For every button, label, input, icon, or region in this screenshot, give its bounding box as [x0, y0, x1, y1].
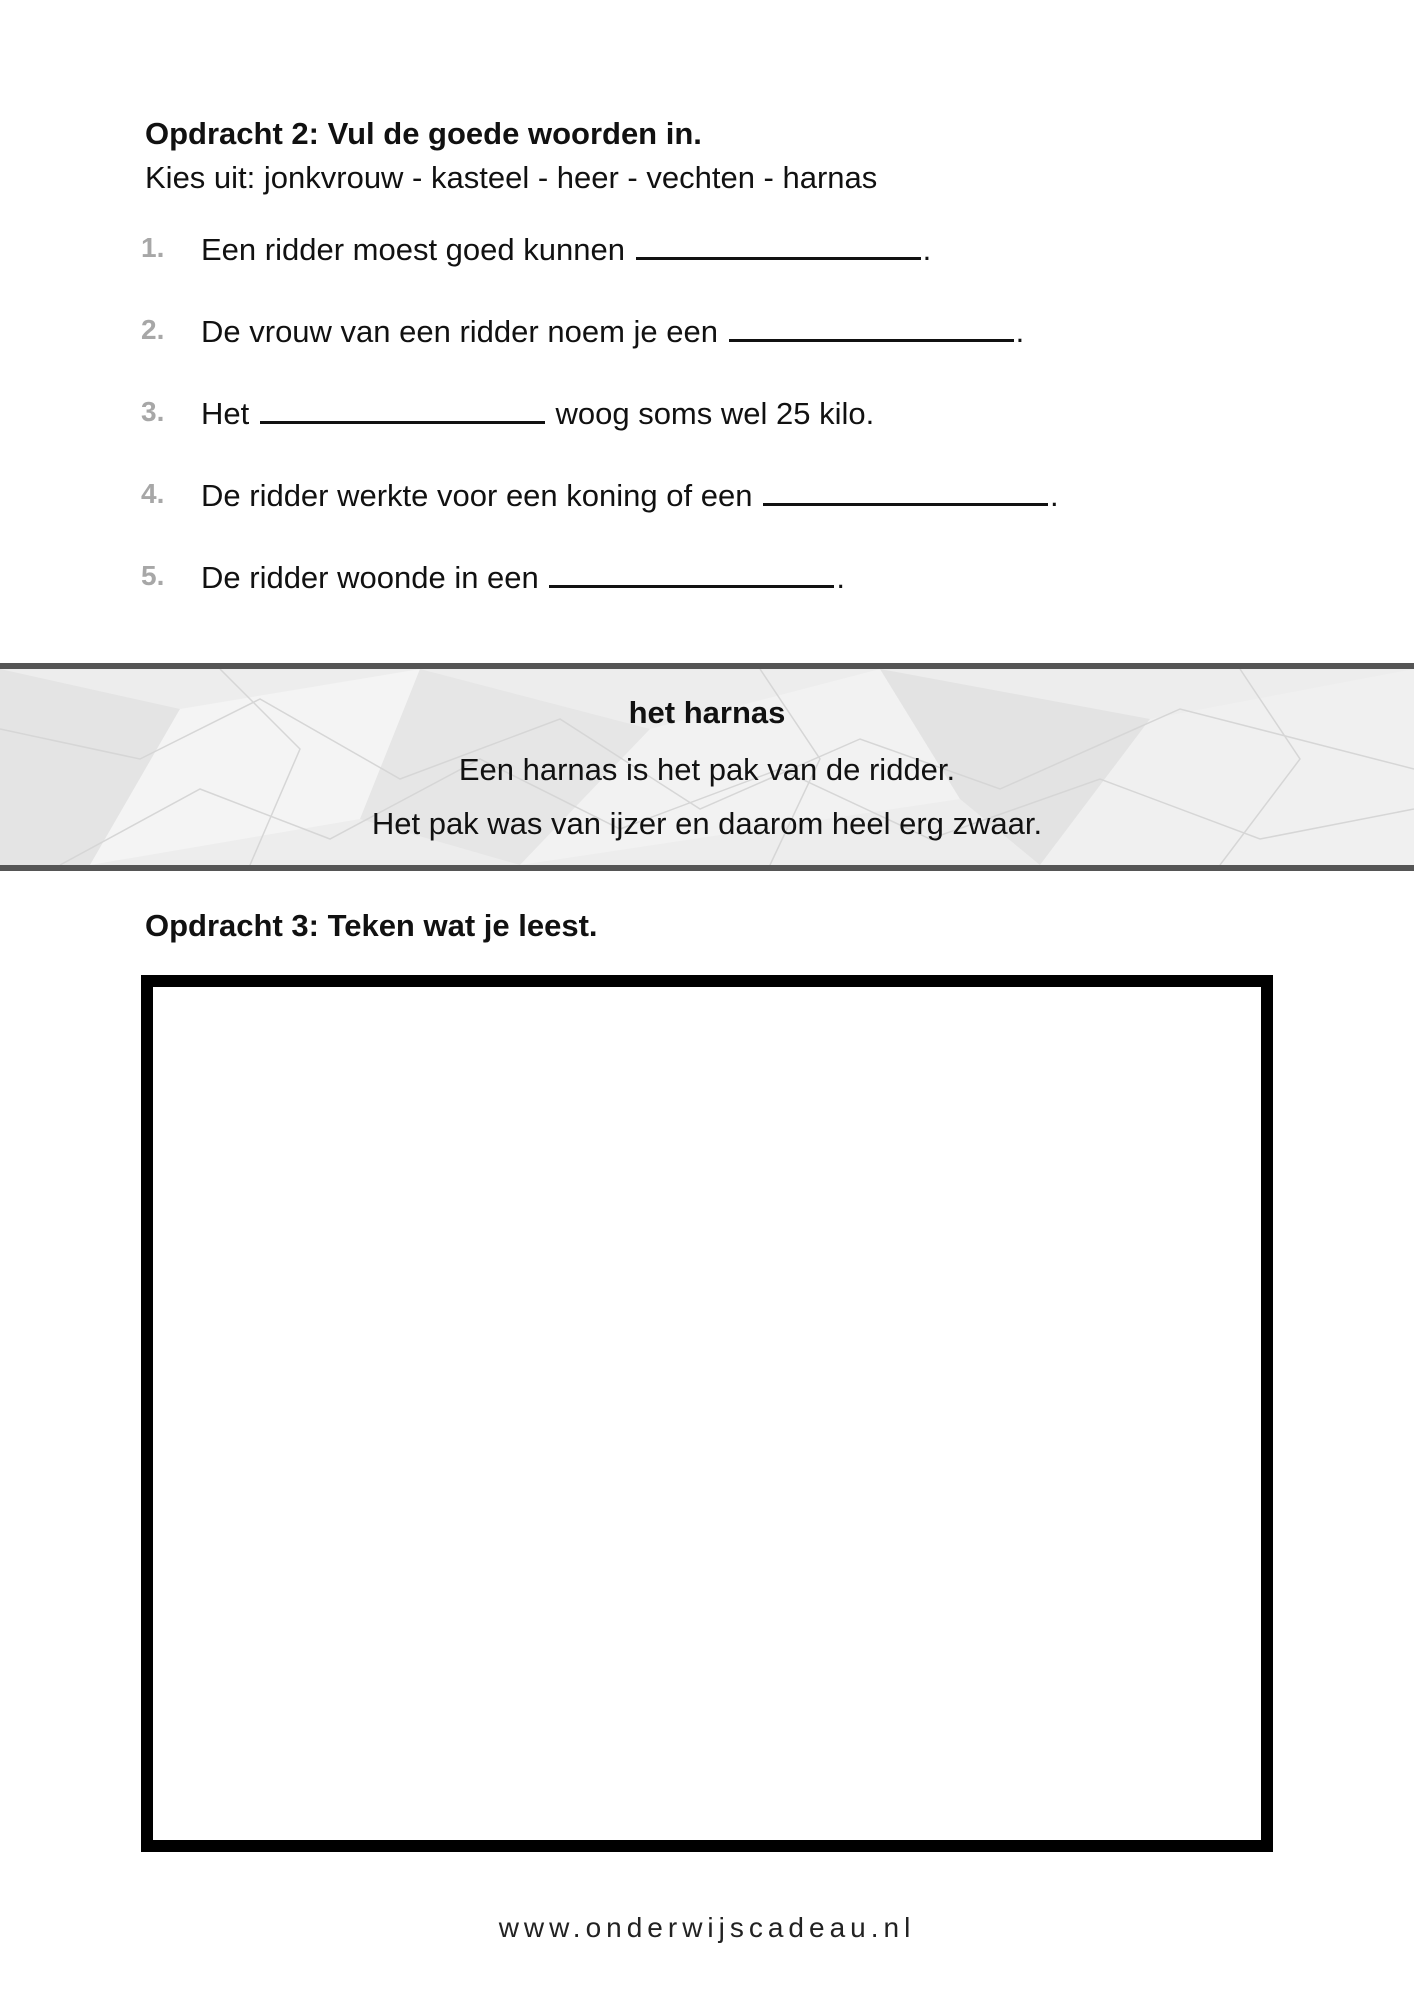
answer-blank[interactable] [260, 394, 545, 424]
answer-blank[interactable] [729, 312, 1014, 342]
question-number: 3. [141, 396, 165, 427]
answer-blank[interactable] [549, 558, 834, 588]
question-number: 1. [141, 232, 165, 263]
footer-url: www.onderwijscadeau.nl [498, 1912, 916, 1943]
question-text-before: De ridder woonde in een [201, 560, 548, 595]
drawing-area[interactable] [141, 975, 1273, 1852]
question-text-before: Het [201, 396, 258, 431]
question-text [201, 392, 874, 436]
info-line: Het pak was van ijzer en daarom heel erg zwaar. [371, 806, 1043, 841]
info-content [0, 669, 1414, 851]
question-text-after: . [1050, 478, 1059, 513]
question-text-after: . [1015, 314, 1025, 349]
question-text-after: . [836, 560, 846, 595]
question-item [141, 228, 1275, 310]
word-choices: Kies uit: jonkvrouw - kasteel - heer - vechten - harnas [145, 160, 878, 195]
question-text [201, 228, 931, 272]
question-text-after: woog soms wel 25 kilo. [546, 396, 875, 431]
task-2-section [141, 112, 1275, 638]
question-item [141, 556, 1275, 638]
question-text [201, 310, 1024, 354]
question-text-before: De vrouw van een ridder noem je een [201, 314, 727, 349]
answer-blank[interactable] [763, 476, 1048, 506]
question-text [201, 474, 1059, 518]
info-title: het harnas [628, 695, 786, 730]
question-number: 2. [141, 314, 165, 345]
info-line: Een harnas is het pak van de ridder. [458, 752, 956, 787]
question-text-after: . [922, 232, 932, 267]
answer-blank[interactable] [636, 230, 921, 260]
question-number: 5. [141, 560, 165, 591]
question-item [141, 392, 1275, 474]
question-item [141, 474, 1275, 556]
question-list [141, 228, 1275, 638]
question-number: 4. [141, 478, 165, 509]
task-2-title: Opdracht 2: Vul de goede woorden in. [145, 116, 702, 151]
question-text [201, 556, 845, 600]
question-text-before: De ridder werkte voor een koning of een [201, 478, 762, 513]
info-box-harnas [0, 663, 1414, 871]
question-text-before: Een ridder moest goed kunnen [201, 232, 634, 267]
question-item [141, 310, 1275, 392]
task-3-title: Opdracht 3: Teken wat je leest. [145, 908, 598, 943]
